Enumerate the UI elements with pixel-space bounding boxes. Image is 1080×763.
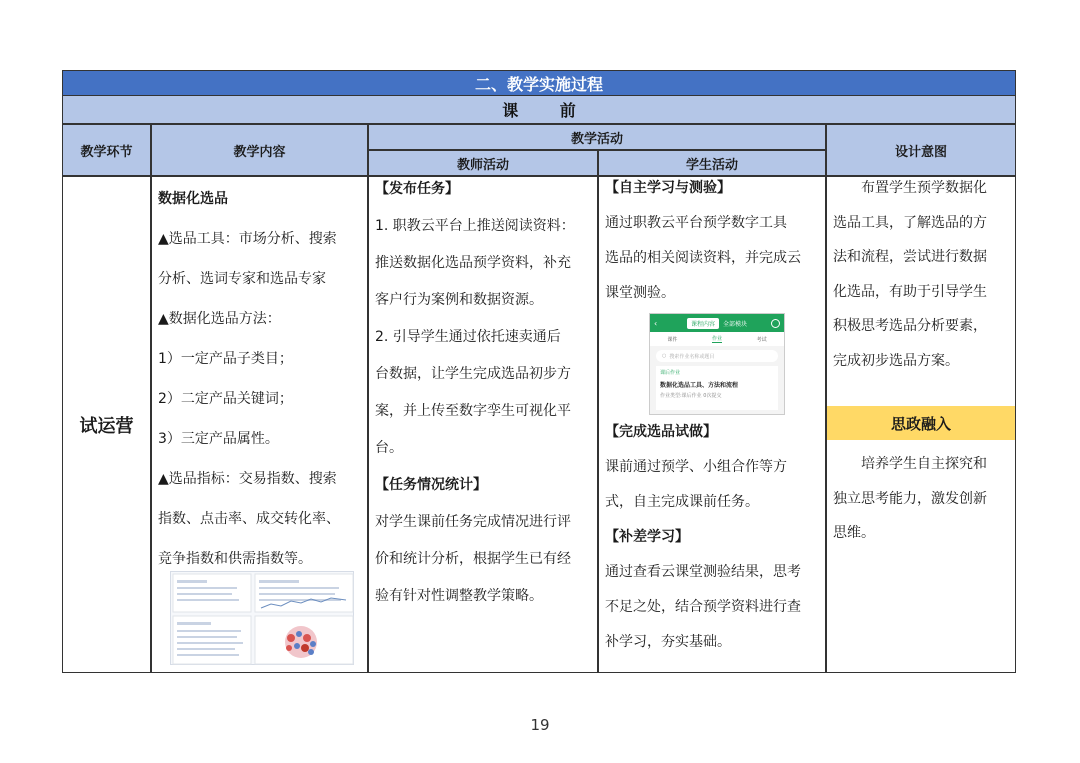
- header-teacher: 教师活动: [368, 150, 598, 176]
- design-line: 布置学生预学数据化: [861, 180, 987, 196]
- header-content: 教学内容: [151, 124, 368, 176]
- teacher-heading-publish: 【发布任务】: [375, 181, 459, 197]
- teacher-line: 对学生课前任务完成情况进行评: [375, 514, 571, 530]
- sizheng-label: 思政融入: [827, 406, 1015, 440]
- teacher-line: 2. 引导学生通过依托速卖通后: [375, 329, 561, 345]
- dashboard-screenshot: [170, 571, 354, 665]
- teacher-line: 案，并上传至数字孪生可视化平: [375, 403, 571, 419]
- student-line: 选品的相关阅读资料，并完成云: [605, 250, 801, 266]
- student-line: 课前通过预学、小组合作等方: [605, 459, 787, 475]
- design-line: 法和流程，尝试进行数据: [833, 249, 987, 265]
- teacher-line: 1. 职教云平台上推送阅读资料：: [375, 218, 575, 234]
- teacher-line: 价和统计分析，根据学生已有经: [375, 551, 571, 567]
- design-line: 思维。: [833, 525, 875, 541]
- header-stage: 教学环节: [62, 124, 151, 176]
- header-student: 学生活动: [598, 150, 826, 176]
- design-line: 独立思考能力，激发创新: [833, 490, 987, 507]
- student-heading-remedial: 【补差学习】: [605, 529, 689, 545]
- design-line: 积极思考选品分析要素，: [833, 318, 987, 334]
- page-number: 19: [530, 716, 550, 734]
- back-icon: ‹: [654, 318, 658, 328]
- content-cell: [151, 176, 368, 673]
- teacher-line: 台数据，让学生完成选品初步方: [375, 366, 571, 382]
- design-line: 培养学生自主探究和: [861, 456, 987, 472]
- content-line: ▲选品指标：交易指数、搜索: [158, 471, 337, 487]
- design-line: 完成初步选品方案。: [833, 352, 959, 369]
- content-line: 分析、选词专家和选品专家: [158, 271, 326, 287]
- content-line: 2）二定产品关键词；: [158, 391, 293, 407]
- app-header: [650, 314, 784, 332]
- teacher-heading-stats: 【任务情况统计】: [375, 477, 487, 493]
- header-activity: 教学活动: [368, 124, 826, 150]
- content-line: ▲数据化选品方法：: [158, 311, 281, 327]
- student-line: 课堂测验。: [605, 285, 675, 301]
- student-line: 补学习，夯实基础。: [605, 634, 731, 650]
- content-line: 3）三定产品属性。: [158, 431, 279, 447]
- teacher-line: 验有针对性调整教学策略。: [375, 588, 543, 604]
- design-line: 化选品，有助于引导学生: [833, 283, 987, 300]
- app-nav-homework: 作业: [711, 336, 722, 342]
- app-screenshot: [649, 313, 785, 415]
- content-line: ▲选品工具：市场分析、搜索: [158, 231, 337, 247]
- design-line: 选品工具，了解选品的方: [833, 214, 987, 231]
- search-icon: ○: [662, 353, 667, 359]
- content-title: 数据化选品: [158, 191, 228, 207]
- app-nav: [650, 332, 784, 346]
- student-heading-selfstudy: 【自主学习与测验】: [605, 180, 731, 196]
- teacher-line: 客户行为案例和数据资源。: [375, 292, 543, 308]
- student-heading-trial: 【完成选品试做】: [605, 424, 717, 440]
- student-line: 通过查看云课堂测验结果，思考: [605, 564, 801, 580]
- header-design: 设计意图: [826, 124, 1016, 176]
- app-tab-modules: 全部模块: [723, 320, 748, 328]
- app-nav-exam: 考试: [756, 336, 767, 343]
- app-item: [656, 366, 778, 410]
- content-line: 竞争指数和供需指数等。: [158, 551, 312, 567]
- stage-name: 试运营: [79, 415, 134, 437]
- section-title: 二、教学实施过程: [62, 70, 1016, 96]
- app-item-title: 数据化选品工具、方法和流程: [660, 382, 739, 389]
- app-search: [656, 350, 778, 362]
- phase-title: 课 前: [62, 96, 1016, 124]
- app-nav-courseware: 课件: [667, 336, 678, 343]
- app-search-placeholder: 搜索作业名称或题目: [669, 353, 715, 360]
- teacher-line: 台。: [375, 440, 403, 456]
- student-cell: [598, 176, 826, 673]
- teacher-cell: [368, 176, 598, 673]
- add-icon: [771, 319, 780, 328]
- student-line: 式，自主完成课前任务。: [605, 494, 759, 510]
- teacher-line: 推送数据化选品预学资料，补充: [375, 255, 571, 271]
- app-item-sub: 作业类型:课后作业 0次提交: [660, 393, 722, 399]
- stage-cell: [62, 176, 151, 673]
- app-item-tag: 课后作业: [660, 370, 681, 376]
- content-line: 1）一定产品子类目；: [158, 351, 293, 367]
- app-tab-content: 课程内容: [687, 318, 719, 329]
- student-line: 通过职教云平台预学数字工具: [605, 215, 787, 231]
- content-line: 指数、点击率、成交转化率、: [158, 511, 340, 527]
- design-cell: [826, 176, 1016, 673]
- student-line: 不足之处，结合预学资料进行查: [605, 599, 801, 615]
